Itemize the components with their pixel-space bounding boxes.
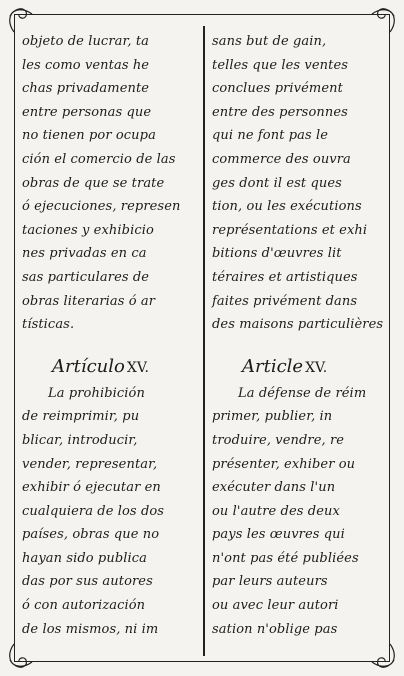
text-line: obras de que se trate — [22, 175, 165, 191]
text-line: exhibir ó ejecutar en — [22, 480, 161, 496]
article-number: XV. — [126, 359, 149, 376]
text-line: das por sus autores — [22, 574, 153, 590]
text-line: pays les œuvres qui — [212, 527, 345, 543]
article-heading-word: Artículo — [52, 355, 125, 377]
text-line: tion, ou les exécutions — [212, 199, 362, 215]
french-column — [212, 30, 388, 641]
text-line: troduire, vendre, re — [212, 432, 345, 448]
text-line: vender, representar, — [22, 456, 158, 472]
text-line: de los mismos, ni im — [22, 621, 159, 637]
text-line: conclues privément — [212, 81, 343, 97]
text-line: ou avec leur autori — [212, 598, 339, 614]
text-line: ó ejecuciones, represen — [22, 199, 181, 215]
text-line: les como ventas he — [22, 57, 150, 73]
corner-flourish-icon — [4, 642, 34, 672]
text-line: ges dont il est ques — [212, 175, 342, 191]
text-line: commerce des ouvra — [212, 151, 351, 167]
text-line: ción el comercio de las — [22, 151, 176, 167]
article-heading — [22, 352, 198, 382]
text-line: objeto de lucrar, ta — [22, 34, 150, 49]
text-line: tísticas. — [22, 317, 75, 333]
text-line: téraires et artistiques — [212, 269, 358, 285]
text-line: no tienen por ocupa — [22, 128, 156, 144]
text-line: présenter, exhiber ou — [212, 456, 356, 472]
text-line: ou l'autre des deux — [212, 503, 340, 519]
text-line: sas particulares de — [22, 269, 150, 285]
text-line: sation n'oblige pas — [212, 621, 338, 637]
text-line: représentations et exhi — [212, 222, 368, 238]
text-line: La défense de réim — [238, 385, 367, 401]
text-line: faites privément dans — [212, 293, 358, 309]
text-line: entre personas que — [22, 104, 152, 120]
text-line: cualquiera de los dos — [22, 503, 165, 519]
spanish-column — [22, 30, 198, 641]
text-line: primer, publier, in — [212, 409, 333, 425]
article-heading-word: Article — [242, 355, 304, 377]
text-line: chas privadamente — [22, 81, 150, 97]
text-line: blicar, introducir, — [22, 432, 138, 448]
text-line: entre des personnes — [212, 104, 348, 120]
text-line: hayan sido publica — [22, 550, 147, 566]
text-line: taciones y exhibicio — [22, 222, 154, 238]
text-line: bitions d'œuvres lit — [212, 246, 342, 262]
text-line: exécuter dans l'un — [212, 480, 336, 496]
corner-flourish-icon — [370, 642, 400, 672]
text-line: telles que les ventes — [212, 57, 349, 73]
column-divider — [203, 26, 205, 656]
article-number: XV. — [305, 359, 328, 376]
text-line: des maisons particulières — [212, 317, 384, 333]
text-line: par leurs auteurs — [212, 574, 328, 590]
text-line: La prohibición — [48, 385, 145, 401]
text-line: obras literarias ó ar — [22, 293, 156, 309]
text-line: países, obras que no — [22, 527, 160, 543]
article-heading — [212, 352, 388, 382]
text-line: n'ont pas été publiées — [212, 550, 359, 566]
text-line: nes privadas en ca — [22, 246, 147, 262]
text-line: de reimprimir, pu — [22, 409, 140, 425]
text-line: sans but de gain, — [212, 34, 327, 49]
text-line: qui ne font pas le — [212, 128, 329, 144]
text-line: ó con autorización — [22, 598, 146, 614]
